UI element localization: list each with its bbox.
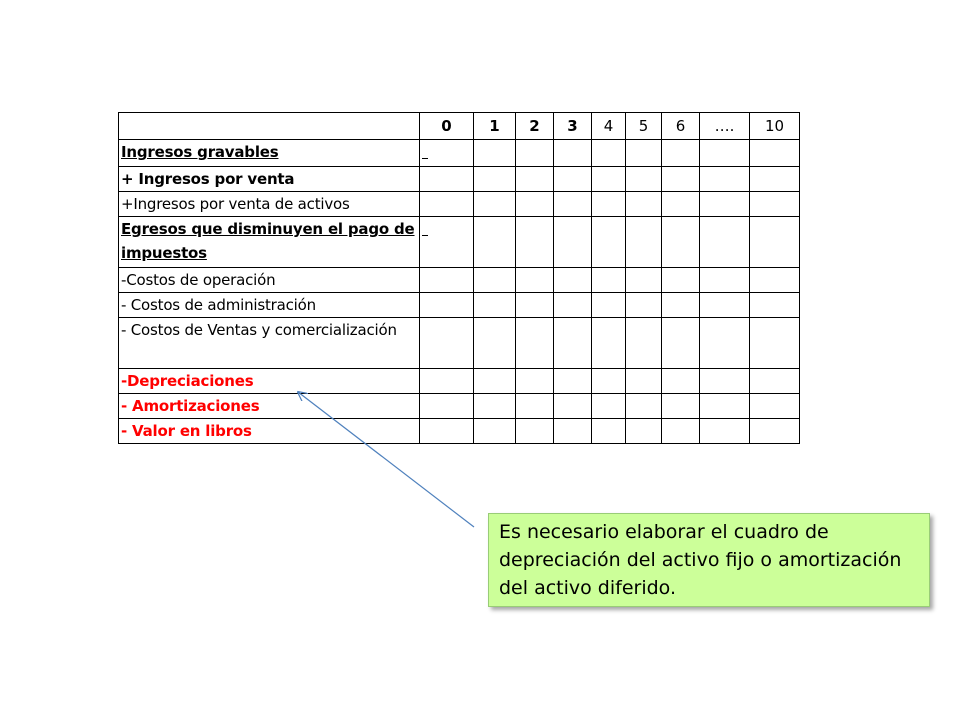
year-header-4: 4: [592, 113, 626, 140]
row-label: Ingresos gravables: [119, 140, 420, 167]
arrow-line: [298, 392, 474, 527]
row-label: - Costos de administración: [119, 293, 420, 318]
row-label: -Costos de operación: [119, 268, 420, 293]
year-header-7: ….: [700, 113, 750, 140]
row-label: - Valor en libros: [119, 419, 420, 444]
year-header-5: 5: [626, 113, 662, 140]
row-label: +Ingresos por venta de activos: [119, 192, 420, 217]
callout-note: [488, 513, 930, 607]
year-header-3: 3: [554, 113, 592, 140]
year-header-2: 2: [516, 113, 554, 140]
year-header-1: 1: [474, 113, 516, 140]
row-label: + Ingresos por venta: [119, 167, 420, 192]
year-header-6: 6: [662, 113, 700, 140]
row-label: - Costos de Ventas y comercialización: [119, 318, 420, 369]
callout-text: Es necesario elaborar el cuadro de depreciación del activo fijo o amortización del activo diferido.: [499, 521, 902, 599]
row-label: -Depreciaciones: [119, 369, 420, 394]
row-label: - Amortizaciones: [119, 394, 420, 419]
year-header-8: 10: [750, 113, 800, 140]
year-header-0: 0: [420, 113, 474, 140]
row-label: Egresos que disminuyen el pago de impuestos: [119, 217, 420, 268]
